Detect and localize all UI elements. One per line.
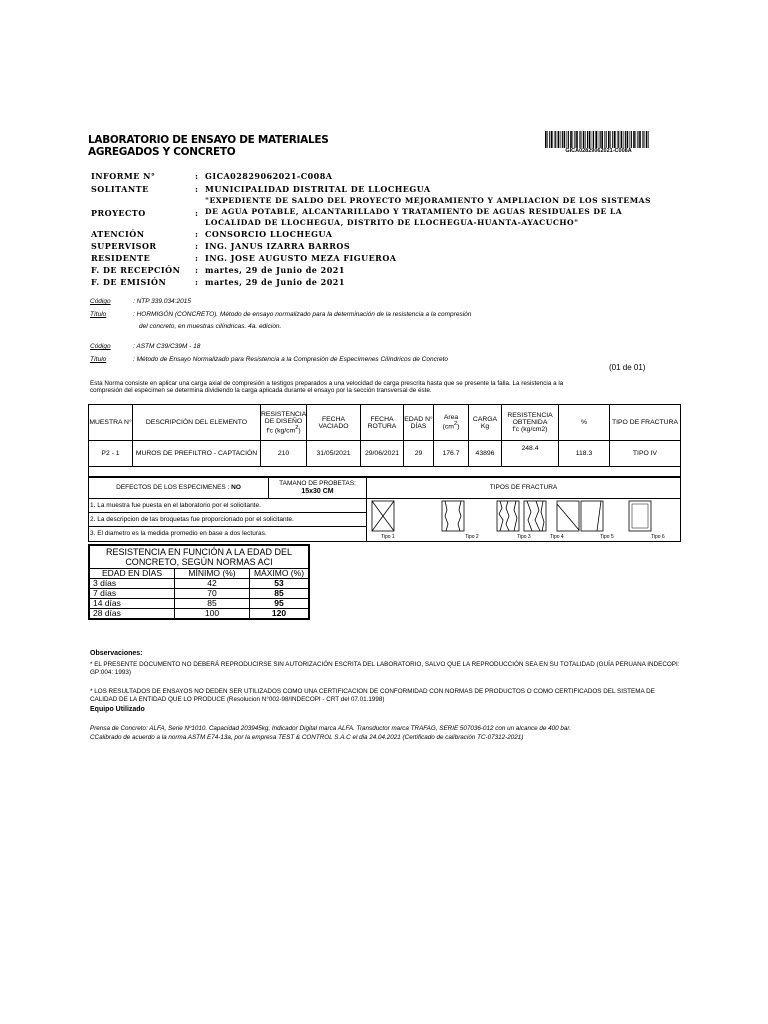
cell-resist-obtenida: 248.4 [502,441,559,467]
defects-panel [88,477,681,542]
col-tipo-fractura: TIPO DE FRACTURA [610,405,681,441]
observation-1: * EL PRESENTE DOCUMENTO NO DEBERÁ REPRODUCIRSE SIN AUTORIZACIÓN ESCRITA DEL LABORATORIO, SALVO QUE LA REPRODUCCIÓN SEA EN SU TOTALIDAD (GUÍA PERUANA INDECOPI: GP:004: 1993) [90,661,680,676]
fracture-type-4-icon [524,501,546,531]
page-counter: (01 de 01) [609,363,646,372]
defects-label: DEFECTOS DE LOS ESPECIMENES : NO [89,478,269,499]
info-label: RESIDENTE [91,253,151,263]
info-label: SOLITANTE [91,184,149,194]
norm-codigo2-value: : ASTM C39/C39M - 18 [133,343,201,350]
norm-titulo2-label: Título [90,356,107,363]
info-value: ING. JANUS IZARRA BARROS [205,241,351,251]
col-muestra: MUESTRA N° [89,405,133,441]
info-label: F. DE EMISIÓN [91,277,167,287]
equipment-line2: CCalibrado de acuerdo a la norma ASTM E74-13a, por la empresa TEST & CONTROL S.A.C el dia 24.04.2021 (Certificado de calibración TC-07312-2021) [90,734,524,741]
col-fecha-rotura: FECHA ROTURA [361,405,404,441]
info-value: martes, 29 de Junio de 2021 [205,265,345,275]
lab-title-line1: LABORATORIO DE ENSAYO DE MATERIALES [88,134,329,146]
fracture-labels: Tipo 1 Tipo 2 Tipo 3 Tipo 4 Tipo 5 Tipo 6 [381,534,665,540]
table-row: 7 días 70 85 [89,589,309,599]
fracture-type-3-icon [497,501,519,531]
empty-row [89,467,681,477]
table-row: 28 días 100 120 [89,609,309,620]
cell-porcentaje: 118.3 [559,441,610,467]
barcode-text: GICA02829062021-C008A [565,148,632,154]
barcode-icon [545,131,652,148]
age-table-header: EDAD EN DÍAS MÍNIMO (%) MÁXIMO (%) [89,569,309,579]
cell-fecha-vaciado: 31/05/2021 [307,441,361,467]
cell-resist-diseno: 210 [261,441,307,467]
info-value: MUNICIPALIDAD DISTRITAL DE LLOCHEGUA [205,184,431,194]
observations-title: Observaciones: [90,650,143,657]
cell-edad: 29 [404,441,434,467]
col-edad: EDAD N° DÍAS [404,405,434,441]
fracture-diagrams [369,500,679,533]
norm-titulo-value-cont: del concreto, en muestras cilíndricas. 4a. edicion. [139,323,282,330]
age-table-title: RESISTENCIA EN FUNCIÓN A LA EDAD DEL CONCRETO, SEGÚN NORMAS ACI [89,545,309,569]
description: Esta Norma consiste en aplicar una carga axial de compresión a testigos preparados a una velocidad de carga prescrita hasta que se presente la falla. La resistencia a la compresión del espécimen se determina dividiendo la carga aplicada durante el ensayo por la sección transversal de éste. [90,380,564,394]
norm-titulo-value: : HORMIGÓN (CONCRETO). Método de ensayo normalizado para la determinación de la resistencia a la compresión [133,311,472,318]
col-fecha-vaciado: FECHA VACIADO [307,405,361,441]
info-value: "EXPEDIENTE DE SALDO DEL PROYECTO MEJORAMIENTO Y AMPLIACION DE LOS SISTEMAS DE AGUA POTABLE, ALCANTARILLADO Y TRATAMIENTO DE AGUAS RESIDUALES DE LA LOCALIDAD DE LLOCHEGUA, DISTRITO DE LLOCHEGUA-HUANTA-AYACUCHO" [205,196,652,227]
norm-codigo2-label: Código [90,343,111,350]
info-value: martes, 29 de Junio de 2021 [205,277,345,287]
norm-codigo-value: : NTP 339.034:2015 [133,298,191,305]
col-area: Area $(cm^2)$ [434,405,469,441]
col-resist-obtenida: RESISTENCIA OBTENIDA f'c (kg/cm2) [502,405,559,441]
note-2: 2. La descripcion de las broquetas fue proporcionado por el solicitante. [89,513,366,527]
age-resistance-table [88,544,310,620]
equipment-title: Equipo Utilizado [90,706,145,713]
table-row [89,441,681,467]
note-1: 1. La muestra fue puesta en el laboratorio por el solicitante. [89,499,366,513]
table-row: 3 días 42 53 [89,579,309,589]
observation-2: * LOS RESULTADOS DE ENSAYOS NO DEDEN SER UTILIZADOS COMO UNA CERTIFICACION DE CONFORMIDAD CON NORMAS DE PRODUCTOS O COMO CERTIFICADOS DEL SISTEMA DE CALIDAD DE LA ENTIDAD QUE LO PRODUCE (Resolucion N°002-98/INDECOPI - CRT del 07.01.1998) [90,688,655,703]
info-value: ING. JOSE AUGUSTO MEZA FIGUEROA [205,253,397,263]
fracture-type-2-icon [442,501,464,531]
results-table [88,404,681,477]
norm-codigo-label: Código [90,298,111,305]
notes-block [89,499,367,541]
info-label: ATENCIÓN [91,229,145,239]
info-value: GICA02829062021-C008A [205,171,333,181]
lab-title [88,134,329,158]
col-descripcion: DESCRIPCIÓN DEL ELEMENTO [133,405,261,441]
cell-fecha-rotura: 29/06/2021 [361,441,404,467]
fracture-type-1-icon [372,501,394,531]
norm-titulo-label: Título [90,311,107,318]
cell-carga: 43896 [469,441,502,467]
cell-area: 176.7 [434,441,469,467]
specimen-size: TAMANO DE PROBETAS: 15x30 CM [269,478,367,499]
lab-title-line2: AGREGADOS Y CONCRETO [88,146,236,158]
col-porcentaje: % [559,405,610,441]
info-label: SUPERVISOR [91,241,157,251]
cell-tipo: TIPO IV [610,441,681,467]
fracture-type-6-icon [581,501,603,531]
norm-titulo2-value: : Método de Ensayo Normalizado para Resistencia a la Compresión de Especímenes Cilíndricos de Concreto [133,356,449,363]
cell-muestra: P2 - 1 [89,441,133,467]
col-carga: CARGA Kg [469,405,502,441]
note-3: 3. El diametro es la medida promedio en base a dos lecturas. [90,530,267,537]
col-resist-diseno: RESISTENCIA DE DISEÑO f'c $(kg/cm^2)$ [261,405,307,441]
info-value: CONSORCIO LLOCHEGUA [205,229,333,239]
fracture-types-title: TIPOS DE FRACTURA [367,478,680,499]
info-label: INFORME N° [91,171,156,181]
table-row: 14 días 85 95 [89,599,309,609]
fracture-type-7-icon [629,501,651,531]
results-header-row [89,405,681,441]
info-label: PROYECTO [91,208,146,218]
info-label: F. DE RECEPCIÓN [91,265,181,275]
cell-descripcion: MUROS DE PREFILTRO - CAPTACIÓN [133,441,261,467]
equipment-line1: Prensa de Concreto: ALFA, Serie Nº1010. Capacidad 203945kg, Indicador Digital marca ALFA. Transductor marca TRAFAG, SERIE 507036-012 con un alcance de 400 bar. [90,725,572,732]
fracture-type-5-icon [557,501,579,531]
